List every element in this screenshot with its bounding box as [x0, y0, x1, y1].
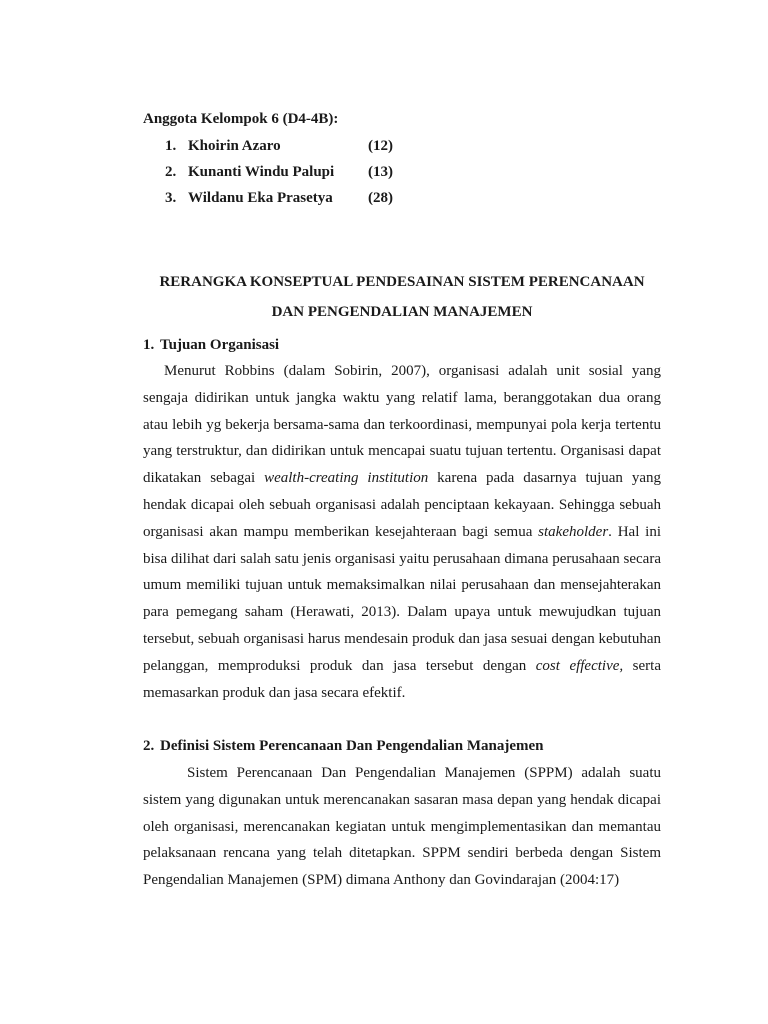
- section-1-title: Tujuan Organisasi: [160, 337, 280, 353]
- paragraph-text: Menurut Robbins (dalam Sobirin, 2007), organisasi adalah unit sosial yang sengaja didirikan untuk jangka waktu yang relatif lama, beranggotakan dua orang atau lebih yg bekerja bersama-sama dan terkoordinasi, mempunyai pola kerja tertentu yang terstruktur, dan didirikan untuk mencapai suatu tujuan tertentu. Organisasi dapat dikatakan sebagai: [143, 363, 661, 487]
- section-2-title: Definisi Sistem Perencanaan Dan Pengendalian Manajemen: [160, 738, 544, 754]
- title-line-1: RERANGKA KONSEPTUAL PENDESAINAN SISTEM PERENCANAAN: [159, 274, 645, 290]
- member-number: 1.: [165, 138, 177, 154]
- section-2-paragraph: Sistem Perencanaan Dan Pengendalian Manajemen (SPPM) adalah suatu sistem yang digunakan untuk merencanakan sasaran masa depan yang hendak dicapai oleh organisasi, merencanakan kegiatan untuk mengimplementasikan dan memantau pelaksanaan rencana yang telah ditetapkan. SPPM sendiri berbeda dengan Sistem Pengendalian Manajemen (SPM) dimana Anthony dan Govindarajan (2004:17): [143, 765, 661, 889]
- member-item: [165, 163, 393, 189]
- document-title: [100, 267, 704, 327]
- section-1-paragraph: [143, 358, 661, 706]
- section-2-number: 2.: [143, 738, 155, 754]
- group-heading: Anggota Kelompok 6 (D4-4B):: [143, 111, 339, 127]
- italic-term: stakeholder: [538, 523, 609, 540]
- section-1-heading: [143, 337, 279, 354]
- member-number: 3.: [165, 190, 177, 206]
- member-item: [165, 137, 393, 163]
- title-line-2: DAN PENGENDALIAN MANAJEMEN: [271, 304, 533, 320]
- member-absence-number: (12): [368, 138, 393, 154]
- member-name: Kunanti Windu Palupi: [188, 164, 335, 180]
- paragraph-text: karena pada dasarnya tujuan yang hendak dicapai oleh sebuah organisasi adalah penciptaan kekayaan. Sehingga sebuah organisasi akan mampu memberikan kesejahteraan bagi semua: [143, 470, 661, 540]
- member-absence-number: (13): [368, 164, 393, 180]
- paragraph-text: . Hal ini bisa dilihat dari salah satu jenis organisasi yaitu perusahaan dimana perusahaan secara umum memiliki tujuan untuk memaksimalkan nilai perusahaan dan mensejahterakan para pemegang saham (Herawati, 2013). Dalam upaya untuk mewujudkan tujuan tersebut, sebuah organisasi harus mendesain produk dan jasa sesuai dengan kebutuhan pelanggan, memproduksi produk dan jasa tersebut dengan: [143, 523, 661, 674]
- member-number: 2.: [165, 164, 177, 180]
- member-name: Wildanu Eka Prasetya: [188, 190, 333, 206]
- member-name: Khoirin Azaro: [188, 138, 281, 154]
- member-absence-number: (28): [368, 190, 393, 206]
- member-list: [165, 137, 393, 215]
- italic-term: cost effective,: [535, 657, 624, 674]
- paragraph-text: serta memasarkan produk dan jasa secara efektif.: [143, 657, 661, 701]
- member-item: [165, 189, 393, 215]
- section-2-heading: [143, 738, 543, 755]
- section-1-number: 1.: [143, 337, 155, 353]
- italic-term: wealth-creating institution: [264, 470, 429, 487]
